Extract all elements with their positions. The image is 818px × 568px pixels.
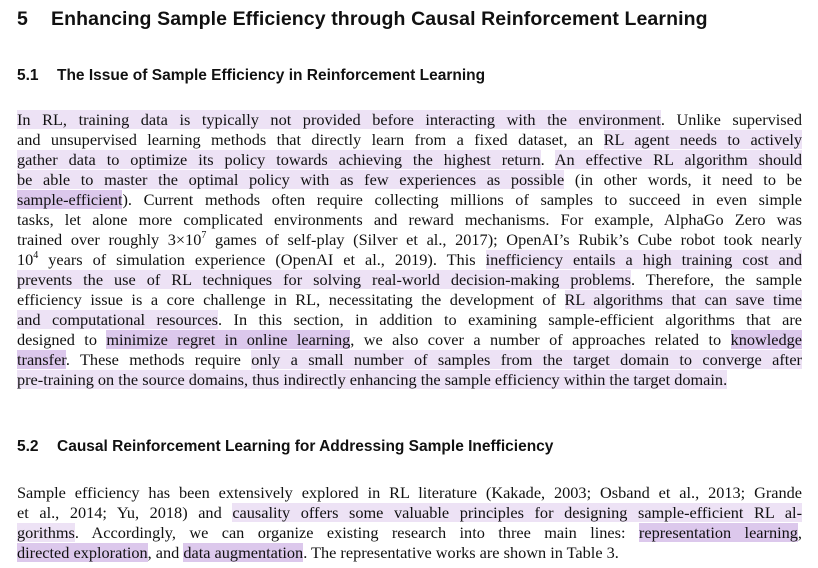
highlighted-text: sample-efficient bbox=[17, 190, 123, 209]
text-segment: , bbox=[797, 523, 802, 542]
text-line bbox=[17, 310, 802, 330]
highlighted-text: be able to master the optimal policy with as few experiences as possible bbox=[17, 170, 565, 189]
text-segment: . Unlike supervised bbox=[660, 110, 802, 129]
text-segment: Sample efficiency has been extensively explored in RL literature (Kakade, 2003; Osband et al., 2013; Grande bbox=[17, 483, 802, 502]
text-segment: trained over roughly 3×10 bbox=[17, 230, 202, 249]
text-line bbox=[17, 370, 802, 390]
subsection-heading-5-1 bbox=[17, 67, 485, 85]
text-line bbox=[17, 543, 802, 563]
subsection-heading-5-2 bbox=[17, 438, 553, 456]
highlighted-text: data augmentation bbox=[183, 543, 304, 562]
text-segment: . The representative works are shown in Table 3. bbox=[303, 543, 619, 562]
highlighted-text: prevents the use of RL techniques for solving real-world decision-making problems bbox=[17, 270, 631, 289]
highlighted-text: only a small number of samples from the target domain to converge after bbox=[251, 350, 802, 369]
text-segment: (in other words, it need to be bbox=[564, 170, 802, 189]
text-segment: designed to bbox=[17, 330, 107, 349]
text-segment: et al., 2014; Yu, 2018) and bbox=[17, 503, 233, 522]
text-line bbox=[17, 503, 802, 523]
highlighted-text: RL algorithms that can save time bbox=[564, 290, 802, 309]
highlighted-text: pre-training on the source domains, thus indirectly enhancing the sample efficiency within the target domain. bbox=[17, 370, 728, 389]
highlighted-text: gather data to optimize its policy towards achieving the highest return bbox=[17, 150, 541, 169]
text-line bbox=[17, 250, 802, 270]
highlighted-text: In RL, training data is typically not provided before interacting with the environment bbox=[17, 110, 661, 129]
text-segment: . These methods require bbox=[65, 350, 252, 369]
highlighted-text: RL agent needs to actively bbox=[603, 130, 802, 149]
text-line bbox=[17, 270, 802, 290]
text-segment: . In this section, in addition to examining sample-efficient algorithms that are bbox=[218, 310, 802, 329]
text-line bbox=[17, 523, 802, 543]
text-segment: , we also cover a number of approaches related to bbox=[350, 330, 731, 349]
text-segment: . Therefore, the sample bbox=[630, 270, 802, 289]
highlighted-text: gorithms bbox=[17, 523, 75, 542]
paragraph-causal-rl bbox=[17, 483, 802, 563]
subsection-title: The Issue of Sample Efficiency in Reinforcement Learning bbox=[57, 67, 486, 84]
text-line bbox=[17, 483, 802, 503]
text-line bbox=[17, 350, 802, 370]
text-line bbox=[17, 150, 802, 170]
text-line bbox=[17, 110, 802, 130]
highlighted-text: An effective RL algorithm should bbox=[554, 150, 802, 169]
text-line bbox=[17, 130, 802, 150]
highlighted-text: transfer bbox=[17, 350, 66, 369]
text-segment: . Accordingly, we can organize existing research into three main lines: bbox=[74, 523, 639, 542]
text-segment: games of self-play (Silver et al., 2017); OpenAI’s Rubik’s Cube robot took nearly bbox=[206, 230, 802, 249]
section-title: Enhancing Sample Efficiency through Causal Reinforcement Learning bbox=[51, 8, 708, 30]
highlighted-text: inefficiency entails a high training cost and bbox=[485, 250, 802, 269]
highlighted-text: causality offers some valuable principles for designing sample-efficient RL al- bbox=[232, 503, 802, 522]
highlighted-text: directed exploration bbox=[17, 543, 148, 562]
text-line bbox=[17, 210, 802, 230]
superscript: 4 bbox=[33, 250, 39, 261]
highlighted-text: representation learning bbox=[638, 523, 798, 542]
highlighted-text: and computational resources bbox=[17, 310, 219, 329]
highlighted-text: knowledge bbox=[730, 330, 802, 349]
text-segment: , and bbox=[147, 543, 184, 562]
text-segment: efficiency issue is a core challenge in RL, necessitating the development of bbox=[17, 290, 565, 309]
text-segment: 10 bbox=[17, 250, 34, 269]
paragraph-sample-efficiency-issue bbox=[17, 110, 802, 390]
highlighted-text: minimize regret in online learning bbox=[106, 330, 351, 349]
section-number: 5 bbox=[17, 8, 28, 30]
superscript: 7 bbox=[201, 230, 207, 241]
text-line bbox=[17, 190, 802, 210]
text-segment: and unsupervised learning methods that directly learn from a fixed dataset, an bbox=[17, 130, 604, 149]
text-line bbox=[17, 290, 802, 310]
subsection-number: 5.2 bbox=[17, 438, 39, 455]
text-segment: ). Current methods often require collecting millions of samples to succeed in even simple bbox=[122, 190, 802, 209]
subsection-title: Causal Reinforcement Learning for Addressing Sample Inefficiency bbox=[57, 438, 554, 455]
subsection-number: 5.1 bbox=[17, 67, 39, 84]
text-segment: tasks, let alone more complicated environments and reward mechanisms. For example, AlphaGo Zero was bbox=[17, 210, 802, 229]
text-line bbox=[17, 170, 802, 190]
text-line bbox=[17, 330, 802, 350]
text-line bbox=[17, 230, 802, 250]
section-heading bbox=[17, 8, 708, 31]
text-segment: years of simulation experience (OpenAI et al., 2019). This bbox=[38, 250, 486, 269]
text-segment: . bbox=[540, 150, 555, 169]
